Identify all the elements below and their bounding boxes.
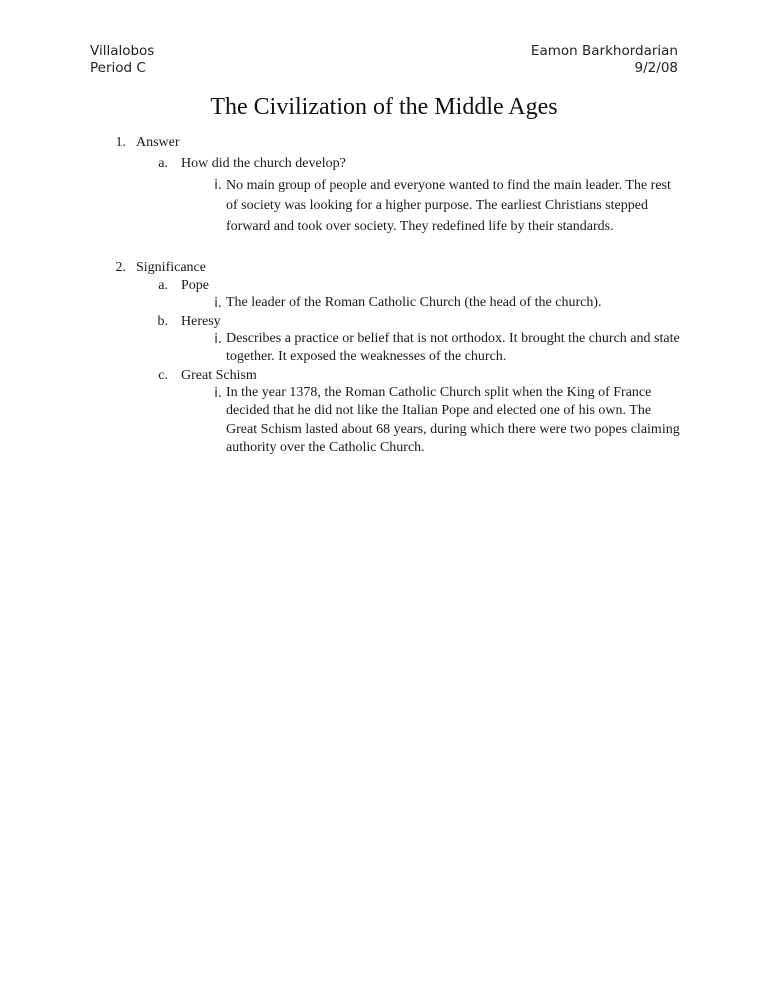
outline-marker-1: 1. xyxy=(115,135,126,150)
outline-marker-1ai: i. xyxy=(214,178,222,193)
outline-marker-2: 2. xyxy=(115,260,126,275)
outline-marker-2b: b. xyxy=(157,314,168,329)
outline-item-answer: Answer xyxy=(136,135,180,150)
student-last-name: Villalobos xyxy=(90,43,155,59)
pope-definition: The leader of the Roman Catholic Church (the head of the church). xyxy=(226,295,602,310)
outline-marker-2ai: i. xyxy=(214,296,222,311)
outline-answer-text: No main group of people and everyone wanted to find the main leader. The rest of society was looking for a higher purpose. The earliest Christians stepped forward and took over society. They redefined life by their standards. xyxy=(226,178,671,234)
outline-marker-2c: c. xyxy=(158,368,168,383)
great-schism-definition: In the year 1378, the Roman Catholic Church split when the King of France decided that he did not like the Italian Pope and elected one of his own. The Great Schism lasted about 68 years, during which there were two popes claiming authority over the Catholic Church. xyxy=(226,385,680,455)
outline-marker-2ci: i. xyxy=(214,386,222,401)
outline-term-great-schism: Great Schism xyxy=(181,368,257,383)
outline-marker-2bi: i. xyxy=(214,332,222,347)
outline-marker-1a: a. xyxy=(158,156,168,171)
page-title: The Civilization of the Middle Ages xyxy=(210,94,558,120)
outline-term-pope: Pope xyxy=(181,278,209,293)
outline-question: How did the church develop? xyxy=(181,156,346,171)
outline-item-significance: Significance xyxy=(136,260,206,275)
header-right xyxy=(531,43,678,77)
student-full-name: Eamon Barkhordarian xyxy=(530,43,678,59)
document-date: 9/2/08 xyxy=(634,60,678,76)
outline-marker-2a: a. xyxy=(158,278,168,293)
heresy-definition: Describes a practice or belief that is not orthodox. It brought the church and state together. It exposed the weaknesses of the church. xyxy=(226,331,680,365)
class-period: Period C xyxy=(90,60,146,76)
outline-term-heresy: Heresy xyxy=(181,314,221,329)
header-left xyxy=(90,43,154,77)
